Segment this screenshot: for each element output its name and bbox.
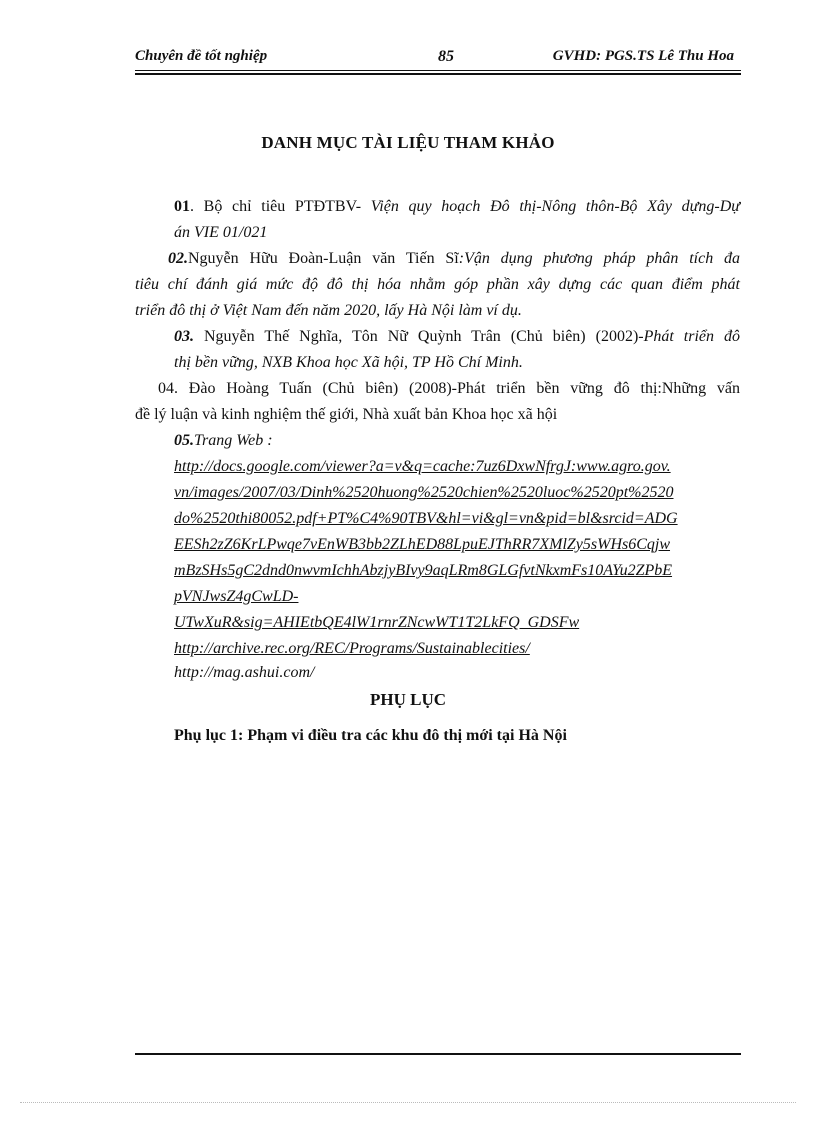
- ref-05-url-line-2[interactable]: vn/images/2007/03/Dinh%2520huong%2520chien%2520luoc%2520pt%2520: [174, 484, 674, 501]
- ref-02-line2: tiêu chí đánh giá mức độ đô thị hóa nhằm góp phần xây dựng các quan điểm phát: [135, 276, 740, 293]
- appendix-item-1: Phụ lục 1: Phạm vi điều tra các khu đô thị mới tại Hà Nội: [174, 727, 567, 744]
- ref-02-line3: triển đô thị ở Việt Nam đến năm 2020, lấy Hà Nội làm ví dụ.: [135, 302, 522, 319]
- ref-01-author: . Bộ chỉ tiêu PTĐTBV-: [190, 198, 371, 215]
- ref-05-url-line-1[interactable]: http://docs.google.com/viewer?a=v&q=cache:7uz6DxwNfrgJ:www.agro.gov.: [174, 458, 671, 475]
- ref-03-line2: thị bền vững, NXB Khoa học Xã hội, TP Hồ Chí Minh.: [174, 354, 523, 371]
- ref-05-url-line-7[interactable]: UTwXuR&sig=AHIEtbQE4lW1rnrZNcwWT1T2LkFQ_GDSFw: [174, 614, 580, 631]
- ref-05-label-text: Trang Web :: [194, 432, 273, 449]
- page-title: DANH MỤC TÀI LIỆU THAM KHẢO: [261, 133, 555, 152]
- ref-03-number: 03.: [174, 328, 194, 345]
- ref-01-number: 01: [174, 198, 190, 215]
- ref-01-line2: án VIE 01/021: [174, 224, 268, 241]
- ref-04-line2: đề lý luận và kinh nghiệm thế giới, Nhà xuất bản Khoa học xã hội: [135, 406, 558, 423]
- ref-05-url-line-3[interactable]: do%2520thi80052.pdf+PT%C4%90TBV&hl=vi&gl=vn&pid=bl&srcid=ADG: [174, 510, 678, 527]
- footer-rule: [135, 1053, 741, 1055]
- header-left: Chuyên đề tốt nghiệp: [135, 48, 268, 64]
- ref-05-number: 05.: [174, 432, 194, 449]
- ref-02-title: :Vận dụng phương pháp phân tích đa: [458, 250, 741, 267]
- ref-05-label: [174, 432, 273, 450]
- header-rule-thick: [135, 73, 741, 75]
- ref-05-url-line-6[interactable]: pVNJwsZ4gCwLD-: [174, 588, 299, 605]
- page-bottom-dotted-line: [20, 1102, 796, 1103]
- header-rule: [135, 70, 741, 71]
- ref-01-line1: [174, 198, 740, 216]
- page-number: 85: [438, 48, 454, 65]
- ref-05-url-line-5[interactable]: mBzSHs5gC2dnd0nwvmIchhAbzjyBIvy9aqLRm8GLGfvtNkxmFs10AYu2ZPbE: [174, 562, 673, 579]
- ref-02-author: Nguyễn Hữu Đoàn-Luận văn Tiến Sĩ: [188, 250, 459, 267]
- ref-05-url-line-4[interactable]: EESh2zZ6KrLPwqe7vEnWB3bb2ZLhED88LpuEJThRR7XMlZy5sWHs6Cqjw: [174, 536, 671, 553]
- ref-05-url-archive[interactable]: http://archive.rec.org/REC/Programs/Sustainablecities/: [174, 640, 530, 657]
- appendix-title: PHỤ LỤC: [369, 690, 447, 709]
- ref-02-line1: [168, 250, 740, 268]
- ref-03-line1: [174, 328, 740, 346]
- ref-03-title: Phát triển đô: [643, 328, 741, 345]
- ref-05-url-ashui[interactable]: http://mag.ashui.com/: [174, 664, 315, 681]
- ref-04-line1: 04. Đào Hoàng Tuấn (Chủ biên) (2008)-Phát triển bền vững đô thị:Những vấn: [158, 380, 740, 397]
- ref-01-title: Viện quy hoạch Đô thị-Nông thôn-Bộ Xây dựng-Dự: [370, 198, 740, 215]
- header-right: GVHD: PGS.TS Lê Thu Hoa: [552, 48, 734, 64]
- ref-02-number: 02.: [168, 250, 188, 267]
- ref-03-author: Nguyễn Thế Nghĩa, Tôn Nữ Quỳnh Trân (Chủ biên) (2002)-: [194, 328, 644, 345]
